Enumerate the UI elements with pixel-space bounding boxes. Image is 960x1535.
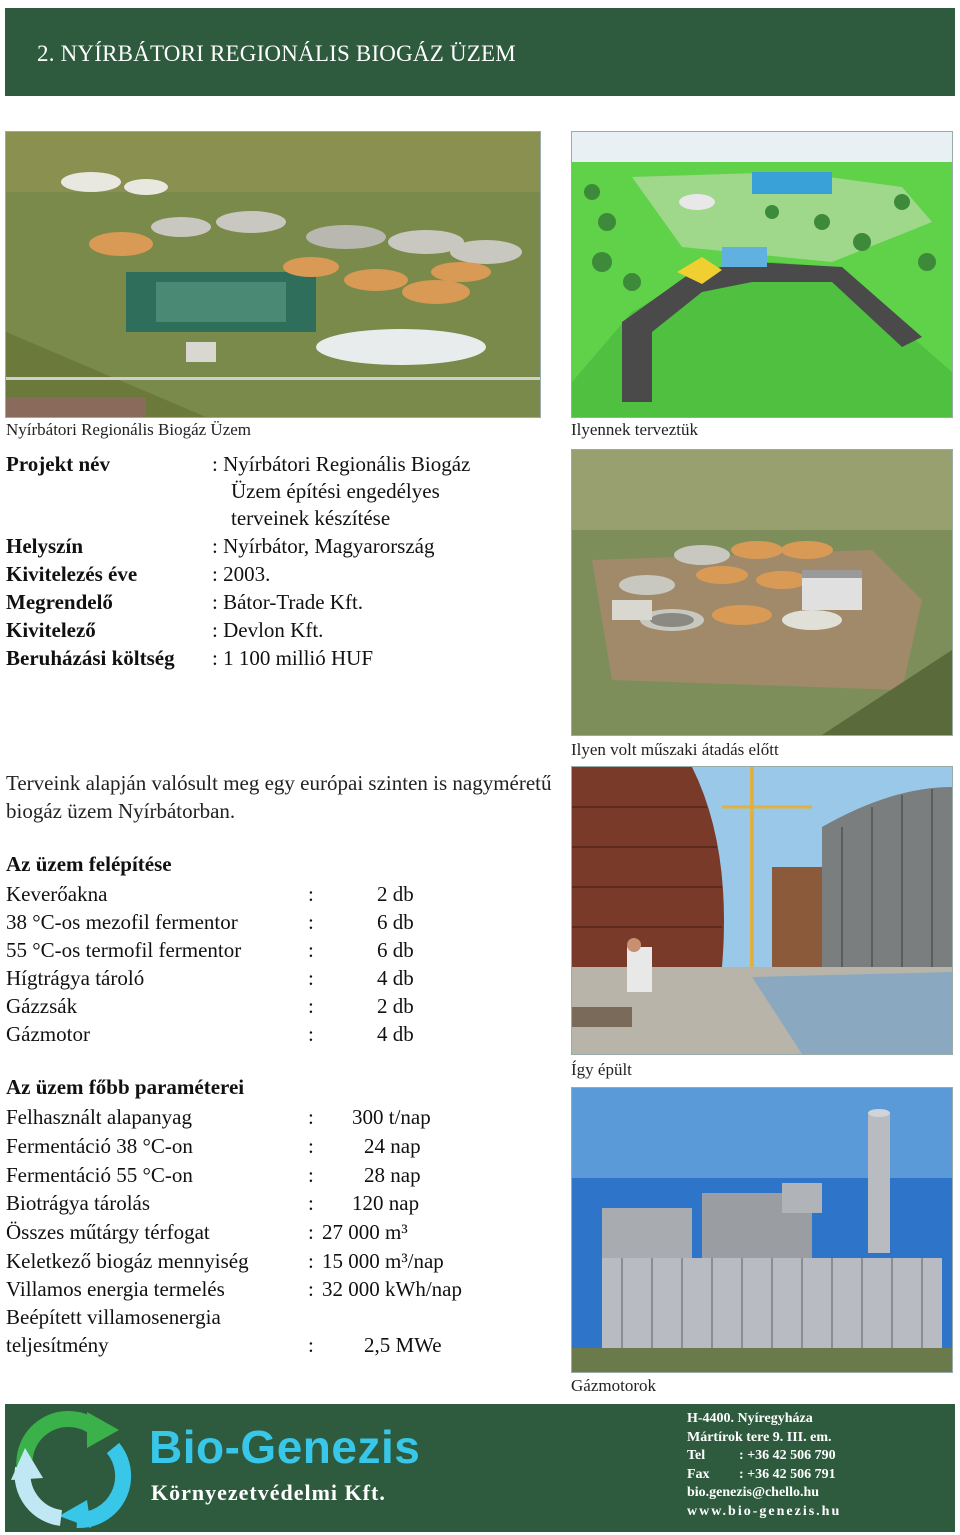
info-value-cont: terveinek készítése <box>231 506 391 530</box>
item-label: Felhasznált alapanyag <box>6 1105 193 1129</box>
intro-text: Terveink alapján valósult meg egy európai szinten is nagyméretű biogáz üzem Nyírbátorban. <box>6 771 552 823</box>
item-sep: : <box>308 966 314 990</box>
tel-label: Tel <box>687 1448 706 1463</box>
info-row-cost <box>6 645 374 672</box>
info-row-year <box>6 561 271 588</box>
structure-title: Az üzem felépítése <box>6 852 172 876</box>
info-value: : 2003. <box>212 562 271 586</box>
info-value: : Nyírbátor, Magyarország <box>212 534 435 558</box>
item-value: 2 db <box>377 994 414 1018</box>
item-label: 38 °C-os mezofil fermentor <box>6 910 238 934</box>
construction-photo <box>571 766 953 1055</box>
info-key: Projekt név <box>6 452 111 476</box>
item-label: Fermentáció 55 °C-on <box>6 1163 193 1187</box>
item-label: 55 °C-os termofil fermentor <box>6 938 242 962</box>
info-row-project-name-cont2 <box>231 505 390 532</box>
parameters-title: Az üzem főbb paraméterei <box>6 1075 245 1099</box>
info-row-location <box>6 533 435 560</box>
tel-value: : +36 42 506 790 <box>739 1448 836 1463</box>
brand-name: Bio-Genezis <box>149 1421 421 1473</box>
item-value: 2 db <box>377 882 414 906</box>
info-key: Kivitelezés éve <box>6 562 138 586</box>
item-value: 6 db <box>377 910 414 934</box>
website-link[interactable]: www.bio-genezis.hu <box>687 1503 842 1519</box>
design-rendering <box>571 131 953 418</box>
info-row-client <box>6 589 364 616</box>
item-value: 6 db <box>377 938 414 962</box>
caption-aerial: Nyírbátori Regionális Biogáz Üzem <box>6 420 252 439</box>
email-link[interactable]: bio.genezis@chello.hu <box>687 1485 820 1500</box>
item-sep: : <box>308 882 314 906</box>
address-line-1: H-4400. Nyíregyháza <box>687 1411 813 1426</box>
item-label: Biotrágya tárolás <box>6 1191 151 1215</box>
item-sep: : <box>308 938 314 962</box>
before-handover-photo <box>571 449 953 736</box>
item-label: Fermentáció 38 °C-on <box>6 1134 193 1158</box>
info-row-contractor <box>6 617 324 644</box>
item-sep: : <box>308 1105 314 1129</box>
caption-construction: Így épült <box>571 1060 632 1079</box>
item-label: teljesítmény <box>6 1333 109 1357</box>
item-label: Gázmotor <box>6 1022 90 1046</box>
page-title: 2. NYÍRBÁTORI REGIONÁLIS BIOGÁZ ÜZEM <box>37 41 516 66</box>
info-key: Beruházási költség <box>6 646 175 670</box>
caption-before-handover: Ilyen volt műszaki átadás előtt <box>571 740 779 759</box>
item-label: Villamos energia termelés <box>6 1277 225 1301</box>
item-sep: : <box>308 910 314 934</box>
info-value: : 1 100 millió HUF <box>212 646 374 670</box>
item-sep: : <box>308 1134 314 1158</box>
contact-block <box>687 1410 841 1521</box>
brand-subtitle: Környezetvédelmi Kft. <box>151 1480 386 1505</box>
item-label: Keletkező biogáz mennyiség <box>6 1249 249 1273</box>
item-sep: : <box>308 1220 314 1244</box>
info-value-cont: Üzem építési engedélyes <box>231 479 440 503</box>
item-value: 4 db <box>377 1022 414 1046</box>
fax-value: : +36 42 506 791 <box>739 1466 836 1482</box>
caption-design: Ilyennek terveztük <box>571 420 698 439</box>
info-value: : Bátor-Trade Kft. <box>212 590 364 614</box>
item-label: Beépített villamosenergia <box>6 1305 221 1329</box>
item-sep: : <box>308 1333 314 1357</box>
page-header <box>5 8 955 96</box>
item-value: 28 nap <box>364 1163 421 1187</box>
item-label: Gázzsák <box>6 994 78 1018</box>
item-sep: : <box>308 1191 314 1215</box>
fax-label: Fax <box>687 1466 710 1482</box>
info-key: Kivitelező <box>6 618 96 642</box>
info-key: Helyszín <box>6 534 83 558</box>
aerial-photo <box>5 131 541 418</box>
item-sep: : <box>308 1163 314 1187</box>
item-label: Összes műtárgy térfogat <box>6 1220 210 1244</box>
address-line-2: Mártírok tere 9. III. em. <box>687 1429 832 1445</box>
item-value: 15 000 m³/nap <box>322 1249 444 1273</box>
tel-line <box>687 1447 841 1466</box>
recycle-logo-icon <box>7 1408 133 1530</box>
caption-gas-engines: Gázmotorok <box>571 1376 656 1395</box>
item-value: 27 000 m³ <box>322 1220 408 1244</box>
item-label: Keverőakna <box>6 882 108 906</box>
gas-engines-photo <box>571 1087 953 1373</box>
info-row-project-name <box>6 451 471 478</box>
item-sep: : <box>308 1249 314 1273</box>
fax-line <box>687 1466 841 1485</box>
info-value: : Nyírbátori Regionális Biogáz <box>212 452 471 476</box>
info-value: : Devlon Kft. <box>212 618 324 642</box>
item-value: 32 000 kWh/nap <box>322 1277 462 1301</box>
item-sep: : <box>308 1277 314 1301</box>
info-key: Megrendelő <box>6 590 113 614</box>
item-sep: : <box>308 1022 314 1046</box>
item-value: 4 db <box>377 966 414 990</box>
footer <box>5 1404 955 1532</box>
info-row-project-name-cont1 <box>231 478 440 505</box>
item-value: 24 nap <box>364 1134 421 1158</box>
item-value: 300 t/nap <box>352 1105 431 1129</box>
item-label: Hígtrágya tároló <box>6 966 145 990</box>
item-value: 2,5 MWe <box>364 1333 442 1357</box>
item-sep: : <box>308 994 314 1018</box>
item-value: 120 nap <box>352 1191 420 1215</box>
